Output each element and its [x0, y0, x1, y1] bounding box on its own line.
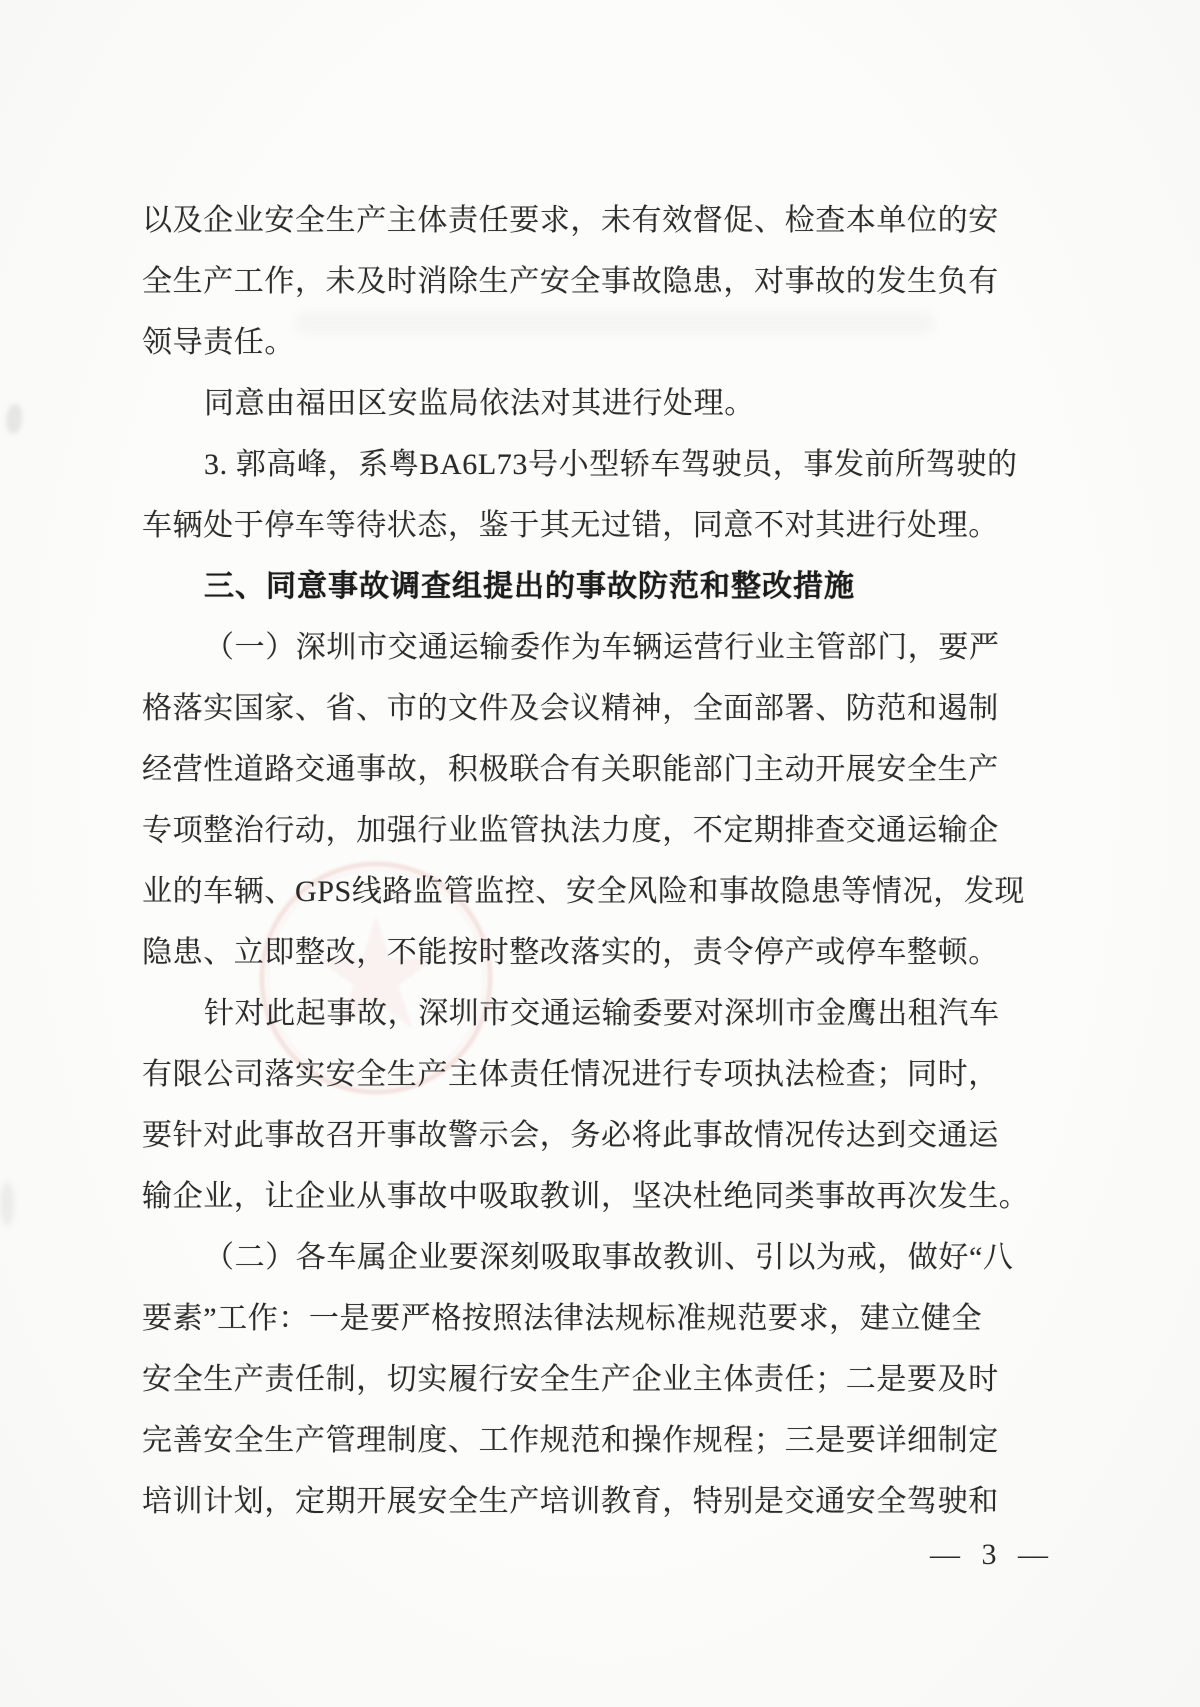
scan-artifact-mark — [0, 1182, 14, 1226]
text-line: 以及企业安全生产主体责任要求，未有效督促、检查本单位的安 — [142, 204, 999, 237]
text-line: 全生产工作，未及时消除生产安全事故隐患，对事故的发生负有 — [142, 265, 999, 298]
text-line: 同意由福田区安监局依法对其进行处理。 — [204, 387, 755, 420]
text-line: 经营性道路交通事故，积极联合有关职能部门主动开展安全生产 — [142, 753, 999, 786]
text-line: 要素”工作：一是要严格按照法律法规标准规范要求，建立健全 — [142, 1302, 983, 1335]
text-line: 3. 郭高峰，系粤BA6L73号小型轿车驾驶员，事发前所驾驶的 — [204, 448, 1018, 481]
text-line: 要针对此事故召开事故警示会，务必将此事故情况传达到交通运 — [142, 1119, 999, 1152]
text-line: 安全生产责任制，切实履行安全生产企业主体责任；二是要及时 — [142, 1363, 999, 1396]
page-number: — 3 — — [930, 1538, 1055, 1571]
section-heading: 三、同意事故调查组提出的事故防范和整改措施 — [204, 570, 855, 603]
text-line: 车辆处于停车等待状态，鉴于其无过错，同意不对其进行处理。 — [142, 509, 999, 542]
text-line: 完善安全生产管理制度、工作规范和操作规程；三是要详细制定 — [142, 1424, 999, 1457]
text-line: （二）各车属企业要深刻吸取事故教训、引以为戒，做好“八 — [204, 1241, 1014, 1274]
scan-artifact-mark — [6, 404, 22, 434]
text-line: 专项整治行动，加强行业监管执法力度，不定期排查交通运输企 — [142, 814, 999, 847]
text-line: 隐患、立即整改，不能按时整改落实的，责令停产或停车整顿。 — [142, 936, 999, 969]
text-line: 业的车辆、GPS线路监管监控、安全风险和事故隐患等情况，发现 — [142, 875, 1026, 908]
text-line: 格落实国家、省、市的文件及会议精神，全面部署、防范和遏制 — [142, 692, 999, 725]
text-line: 领导责任。 — [142, 326, 295, 359]
text-line: （一）深圳市交通运输委作为车辆运营行业主管部门，要严 — [204, 631, 1000, 664]
document-lines — [142, 190, 1052, 1532]
text-line: 输企业，让企业从事故中吸取教训，坚决杜绝同类事故再次发生。 — [142, 1180, 1030, 1213]
text-line: 培训计划，定期开展安全生产培训教育，特别是交通安全驾驶和 — [142, 1485, 999, 1518]
text-line: 针对此起事故，深圳市交通运输委要对深圳市金鹰出租汽车 — [204, 997, 1000, 1030]
text-line: 有限公司落实安全生产主体责任情况进行专项执法检查；同时， — [142, 1058, 999, 1091]
